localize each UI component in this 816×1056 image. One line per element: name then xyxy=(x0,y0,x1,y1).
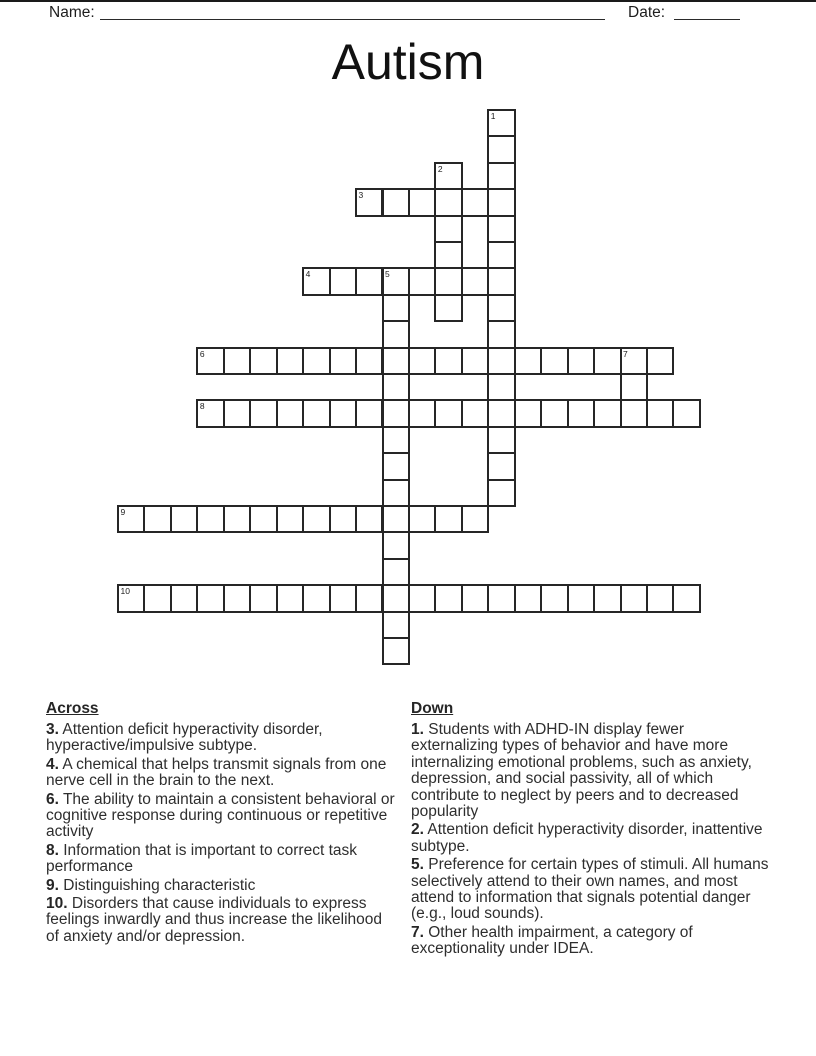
grid-cell xyxy=(382,558,410,586)
clue-text: Preference for certain types of stimuli. All humans selectively attend to their own names, and most attend to information that signals potential danger (e.g., loud sounds). xyxy=(411,856,769,923)
grid-cell xyxy=(117,584,145,612)
grid-cell xyxy=(223,399,251,427)
grid-cell xyxy=(672,584,700,612)
grid-cell xyxy=(487,584,515,612)
grid-cell xyxy=(434,399,462,427)
grid-cell xyxy=(143,584,171,612)
grid-cell xyxy=(461,399,489,427)
grid-cell xyxy=(196,399,224,427)
grid-cell xyxy=(355,267,383,295)
grid-cell xyxy=(196,505,224,533)
cell-number: 4 xyxy=(305,269,311,280)
clue-text: Attention deficit hyperactivity disorder, inattentive subtype. xyxy=(411,821,763,855)
clue-number: 3. xyxy=(46,721,59,738)
clue-item xyxy=(411,925,771,958)
grid-cell xyxy=(382,294,410,322)
grid-cell xyxy=(382,452,410,480)
cell-number: 1 xyxy=(490,111,496,121)
grid-cell xyxy=(487,294,515,322)
grid-cell xyxy=(567,584,595,612)
grid-cell xyxy=(249,347,277,375)
clue-text: Distinguishing characteristic xyxy=(58,876,256,894)
date-label: Date: xyxy=(628,4,666,21)
grid-cell xyxy=(117,505,145,533)
page-title: Autism xyxy=(331,34,485,90)
grid-cell xyxy=(382,637,410,665)
grid-cell xyxy=(487,426,515,454)
clue-item xyxy=(46,722,398,755)
grid-cell xyxy=(408,347,436,375)
clue-text: Students with ADHD-IN display fewer externalizing types of behavior and have more internalizing emotional problems, such as anxiety, depression, and social passivity, all of which contribute to neglect by peers and to decreased popularity xyxy=(411,721,752,821)
clue-item xyxy=(46,792,398,841)
grid-cell xyxy=(382,479,410,507)
grid-cell xyxy=(672,399,700,427)
clue-item xyxy=(46,896,398,945)
grid-cell xyxy=(302,267,330,295)
grid-cell xyxy=(620,347,648,375)
grid-cell xyxy=(170,505,198,533)
down-clue-list xyxy=(411,722,771,958)
grid-cell xyxy=(487,347,515,375)
grid-cell xyxy=(646,584,674,612)
grid-cell xyxy=(461,347,489,375)
grid-cell xyxy=(302,347,330,375)
cell-number: 7 xyxy=(623,348,628,359)
grid-cell xyxy=(487,320,515,348)
grid-cell xyxy=(382,373,410,401)
grid-cell xyxy=(434,241,462,269)
clue-item xyxy=(411,822,771,855)
clue-item xyxy=(411,722,771,820)
clue-text: Information that is important to correct task performance xyxy=(46,841,358,876)
grid-cell xyxy=(276,584,304,612)
across-heading: Across xyxy=(46,700,99,717)
grid-cell xyxy=(540,399,568,427)
grid-cell xyxy=(382,267,410,295)
clue-item xyxy=(46,757,398,790)
down-heading: Down xyxy=(411,700,454,717)
grid-cell xyxy=(408,505,436,533)
grid-cell xyxy=(329,399,357,427)
grid-cell xyxy=(223,584,251,612)
grid-cell xyxy=(461,584,489,612)
grid-cell xyxy=(434,267,462,295)
grid-cell xyxy=(355,584,383,612)
grid-cell xyxy=(302,505,330,533)
grid-cell xyxy=(487,109,515,137)
grid-cell xyxy=(620,584,648,612)
clue-number: 4. xyxy=(46,755,59,773)
grid-cell xyxy=(223,505,251,533)
grid-cell xyxy=(329,584,357,612)
grid-cell xyxy=(249,505,277,533)
clue-number: 1. xyxy=(411,721,424,738)
down-clues-section xyxy=(411,700,771,960)
grid-cell xyxy=(487,135,515,163)
grid-cell xyxy=(196,347,224,375)
clue-item xyxy=(46,878,398,894)
grid-cell xyxy=(487,241,515,269)
clue-text: The ability to maintain a consistent behavioral or cognitive response during continuous or repetitive activity xyxy=(46,790,395,841)
grid-cell xyxy=(355,505,383,533)
grid-cell xyxy=(408,267,436,295)
grid-cell xyxy=(382,320,410,348)
clue-text: Attention deficit hyperactivity disorder, hyperactive/impulsive subtype. xyxy=(46,721,323,755)
grid-cell xyxy=(461,505,489,533)
grid-cell xyxy=(593,584,621,612)
cell-number: 5 xyxy=(385,269,390,280)
grid-cell xyxy=(196,584,224,612)
grid-cell xyxy=(434,294,462,322)
grid-cell xyxy=(382,584,410,612)
cell-number: 2 xyxy=(437,163,443,174)
clue-number: 2. xyxy=(411,821,424,839)
grid-cell xyxy=(487,373,515,401)
grid-cell xyxy=(249,399,277,427)
clue-number: 5. xyxy=(411,856,424,874)
grid-cell xyxy=(143,505,171,533)
grid-cell xyxy=(646,347,674,375)
grid-cell xyxy=(514,584,542,612)
cell-number: 6 xyxy=(199,348,205,359)
grid-cell xyxy=(487,215,515,243)
grid-cell xyxy=(329,505,357,533)
grid-cell xyxy=(170,584,198,612)
grid-cell xyxy=(434,188,462,216)
grid-cell xyxy=(434,347,462,375)
clue-item xyxy=(411,857,771,923)
grid-cell xyxy=(249,584,277,612)
grid-cell xyxy=(487,479,515,507)
grid-cell xyxy=(355,347,383,375)
grid-cell xyxy=(593,347,621,375)
grid-cell xyxy=(434,162,462,190)
grid-cell xyxy=(382,426,410,454)
grid-cell xyxy=(487,267,515,295)
grid-cell xyxy=(620,399,648,427)
clue-number: 8. xyxy=(46,841,59,859)
grid-cell xyxy=(276,505,304,533)
grid-cell xyxy=(382,399,410,427)
grid-cell xyxy=(355,399,383,427)
grid-cell xyxy=(487,188,515,216)
grid-cell xyxy=(461,267,489,295)
grid-cell xyxy=(276,399,304,427)
grid-cell xyxy=(408,188,436,216)
grid-cell xyxy=(408,399,436,427)
cell-number: 8 xyxy=(199,401,205,412)
clue-text: Other health impairment, a category of exceptionality under IDEA. xyxy=(411,923,693,958)
grid-cell xyxy=(382,611,410,639)
clue-number: 9. xyxy=(46,876,59,894)
clue-number: 6. xyxy=(46,790,59,808)
grid-cell xyxy=(382,531,410,559)
grid-cell xyxy=(302,584,330,612)
grid-cell xyxy=(276,347,304,375)
clue-text: Disorders that cause individuals to express feelings inwardly and thus increase the likelihood of anxiety and/or depression. xyxy=(46,895,383,945)
grid-cell xyxy=(461,188,489,216)
grid-cell xyxy=(487,399,515,427)
grid-cell xyxy=(329,267,357,295)
cell-number: 10 xyxy=(120,586,130,597)
clue-number: 7. xyxy=(411,923,424,941)
name-label: Name: xyxy=(49,4,95,21)
grid-cell xyxy=(382,347,410,375)
grid-cell xyxy=(223,347,251,375)
grid-cell xyxy=(434,584,462,612)
grid-cell xyxy=(567,347,595,375)
cell-number: 3 xyxy=(358,190,364,201)
grid-cell xyxy=(514,347,542,375)
grid-cell xyxy=(382,188,410,216)
grid-cell xyxy=(540,347,568,375)
grid-cell xyxy=(487,452,515,480)
grid-cell xyxy=(434,215,462,243)
clue-number: 10. xyxy=(46,895,68,913)
grid-cell xyxy=(382,505,410,533)
grid-cell xyxy=(646,399,674,427)
grid-cell xyxy=(620,373,648,401)
grid-cell xyxy=(302,399,330,427)
clue-item xyxy=(46,843,398,876)
grid-cell xyxy=(514,399,542,427)
cell-number: 9 xyxy=(120,507,126,517)
grid-cell xyxy=(329,347,357,375)
grid-cell xyxy=(487,162,515,190)
across-clues-section xyxy=(46,700,398,947)
grid-cell xyxy=(434,505,462,533)
grid-cell xyxy=(355,188,383,216)
across-clue-list xyxy=(46,722,398,945)
grid-cell xyxy=(567,399,595,427)
grid-cell xyxy=(593,399,621,427)
clue-text: A chemical that helps transmit signals from one nerve cell in the brain to the next. xyxy=(46,755,387,790)
grid-cell xyxy=(408,584,436,612)
grid-cell xyxy=(540,584,568,612)
